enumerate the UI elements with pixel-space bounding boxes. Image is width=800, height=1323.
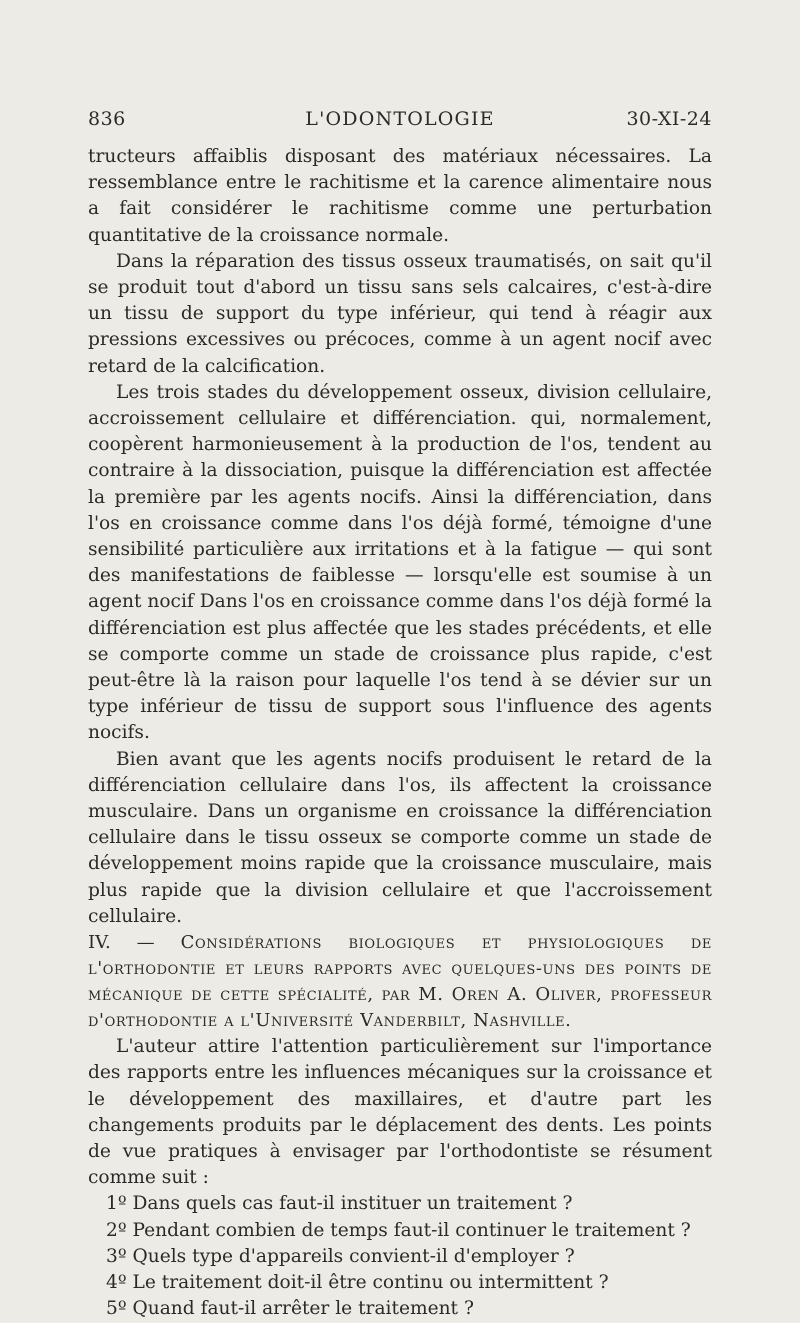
question-list — [88, 1191, 712, 1322]
section-heading: IV. — Considérations biologiques et physiologiques de l'orthodontie et leurs rapports avec quelques-uns des points de mécanique de cette spécialité, par M. Oren A. Oliver, professeur d'orthodontie a l'Université Vanderbilt, Nashville. — [88, 932, 712, 1032]
paragraph: L'auteur attire l'attention particulièrement sur l'importance des rapports entre les influences mécaniques sur la croissance et le développement des maxillaires, et d'autre part les changements produits par le déplacement des dents. Les points de vue pratiques à envisager par l'orthodontiste se résument comme suit : — [88, 1036, 712, 1189]
list-item: 4º Le traitement doit-il être continu ou intermittent ? — [106, 1271, 609, 1293]
paragraph: Bien avant que les agents nocifs produisent le retard de la différenciation cellulaire dans l'os, ils affectent la croissance musculaire. Dans un organisme en croissance la différenciation cellulaire dans le tissu osseux se comporte comme un stade de développement moins rapide que la croissance musculaire, mais plus rapide que la division cellulaire et que l'accroissement cellulaire. — [88, 748, 712, 927]
running-head — [88, 108, 712, 144]
paragraph: Dans la réparation des tissus osseux traumatisés, on sait qu'il se produit tout d'abord un tissu sans sels calcaires, c'est-à-dire un tissu de support du type inférieur, qui tend à réagir aux pressions excessives ou précoces, comme à un agent nocif avec retard de la calcification. — [88, 250, 712, 377]
list-item: 1º Dans quels cas faut-il instituer un traitement ? — [106, 1193, 573, 1215]
body-text — [88, 144, 712, 1322]
paragraph: Les trois stades du développement osseux, division cellulaire, accroissement cellulaire et différenciation. qui, normalement, coopèrent harmonieusement à la production de l'os, tendent au contraire à la dissociation, puisque la différenciation est affectée la première par les agents nocifs. Ainsi la différenciation, dans l'os en croissance comme dans l'os déjà formé, témoigne d'une sensibilité particulière aux irritations et à la fatigue — qui sont des manifestations de faiblesse — lorsqu'elle est soumise à un agent nocif Dans l'os en croissance comme dans l'os déjà formé la différenciation est plus affectée que les stades précédents, et elle se comporte comme un stade de croissance plus rapide, c'est peut-être là la raison pour laquelle l'os tend à se dévier sur un type inférieur de tissu de support sous l'influence des agents nocifs. — [88, 381, 712, 744]
paragraph-continued: tructeurs affaiblis disposant des matériaux nécessaires. La ressemblance entre le rachitisme et la carence alimentaire nous a fait considérer le rachitisme comme une perturbation quantitative de la croissance normale. — [88, 146, 712, 246]
section-title: Considérations biologiques et physiologiques de l'orthodontie et leurs rapports avec quelques-uns des points de mécanique de cette spécialité, par M. Oren A. Oliver, professeur d'orthodontie a l'Université Vanderbilt, Nashville. — [88, 932, 712, 1032]
journal-title: L'ODONTOLOGIE — [305, 108, 495, 130]
list-item: 5º Quand faut-il arrêter le traitement ? — [106, 1298, 474, 1320]
list-item: 2º Pendant combien de temps faut-il continuer le traitement ? — [106, 1219, 691, 1241]
section-numeral: IV. — [88, 932, 111, 954]
issue-date: 30-XI-24 — [626, 108, 712, 130]
list-item: 3º Quels type d'appareils convient-il d'employer ? — [106, 1245, 575, 1267]
page-number: 836 — [88, 108, 126, 130]
